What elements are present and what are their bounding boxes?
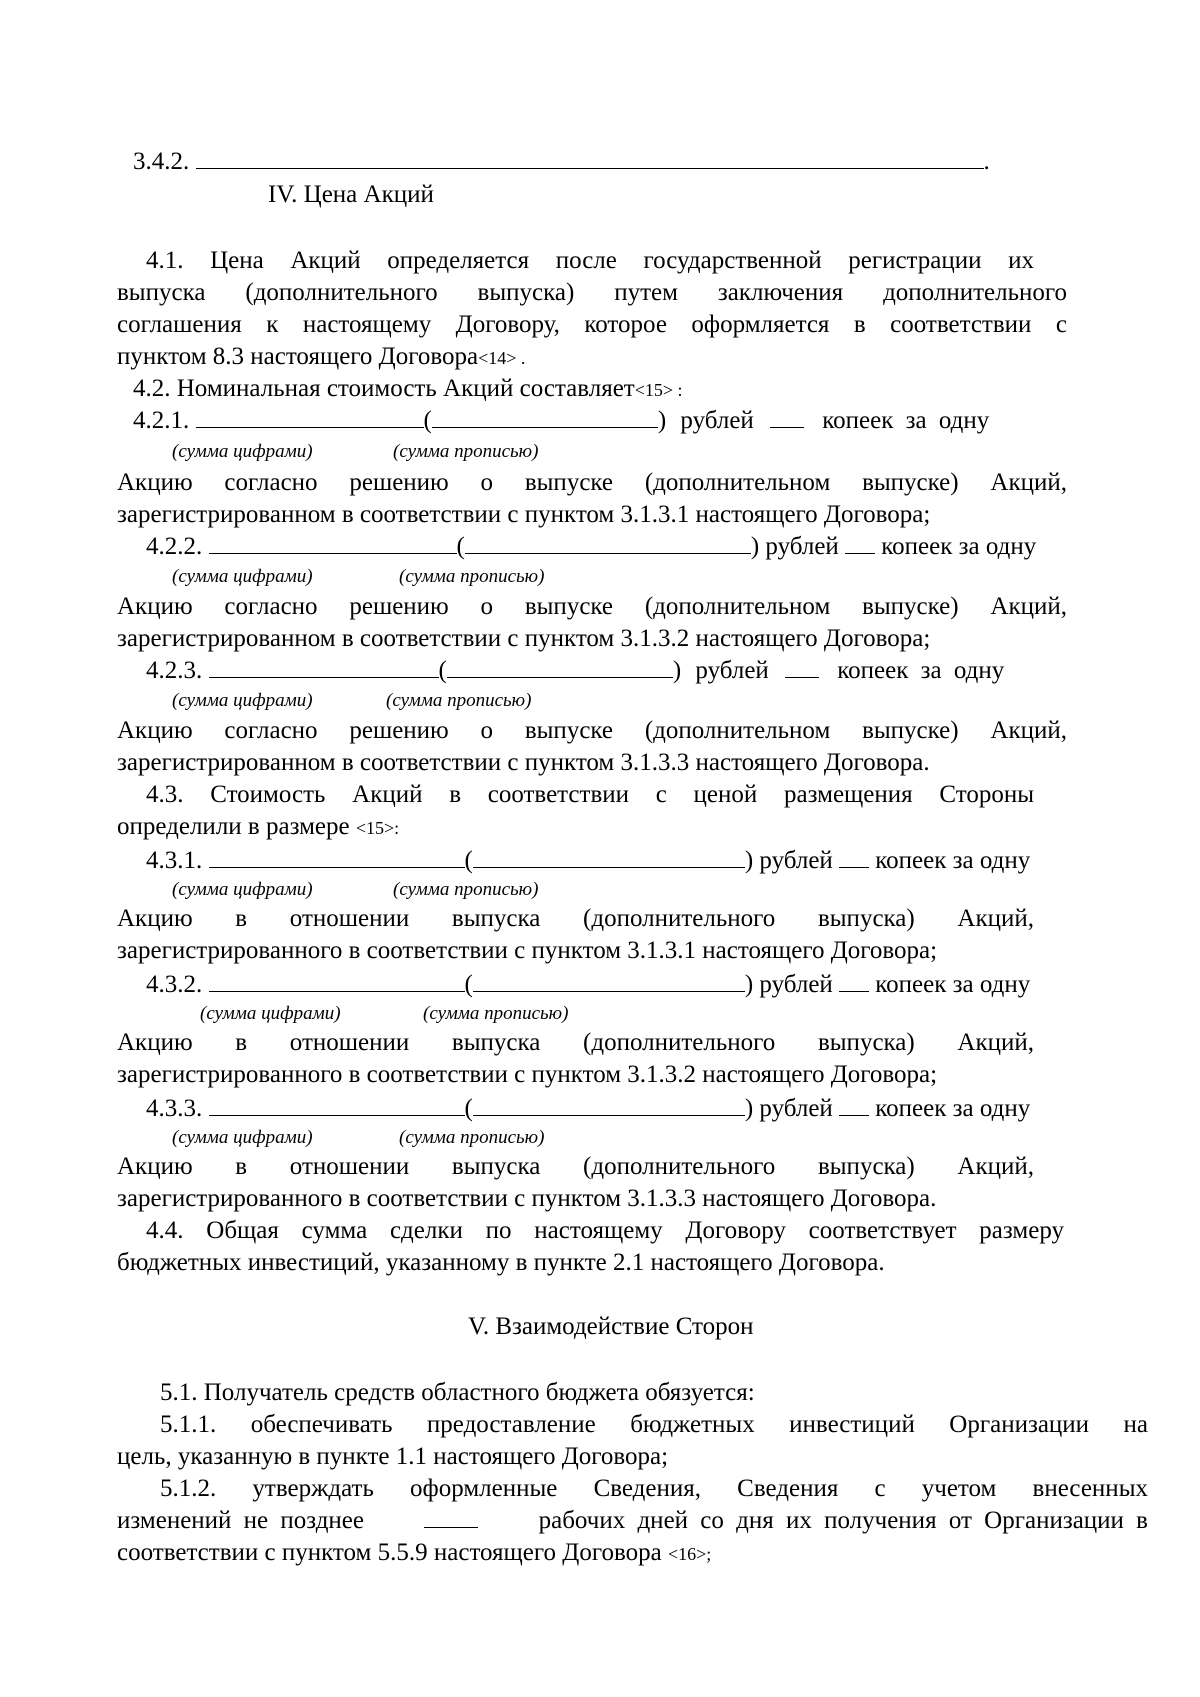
caption-digits: (сумма цифрами) bbox=[172, 441, 313, 462]
caption-words: (сумма прописью) bbox=[393, 879, 539, 900]
clause-5-1-2-text-b: рабочих дней со дня их получения от Организации в bbox=[538, 1507, 1148, 1534]
amount-words-blank bbox=[473, 845, 745, 868]
per-share-label: за одну bbox=[920, 657, 1005, 684]
clause-5-1: 5.1. Получатель средств областного бюджета обязуется: bbox=[160, 1379, 755, 1406]
kopecks-label: копеек bbox=[881, 533, 953, 560]
clause-4-2-3-line-1: Акцию согласно решению о выпуске (дополнительном выпуске) Акций, bbox=[117, 717, 1067, 744]
kopecks-blank bbox=[785, 655, 819, 678]
kopecks-blank bbox=[770, 405, 804, 428]
days-blank bbox=[424, 1505, 478, 1528]
clause-4-4-line-1: 4.4. Общая сумма сделки по настоящему Договору соответствует размеру bbox=[146, 1217, 1064, 1244]
clause-5-1-1-line-2: цель, указанную в пункте 1.1 настоящего Договора; bbox=[117, 1443, 669, 1470]
footnote-ref-16: <16>; bbox=[667, 1544, 712, 1564]
rubles-label: рублей bbox=[680, 407, 754, 434]
close-paren: ) bbox=[744, 971, 754, 998]
open-paren: ( bbox=[464, 847, 473, 874]
footnote-ref-15: <15> : bbox=[634, 380, 683, 400]
clause-4-2-text: 4.2. Номинальная стоимость Акций составляет bbox=[133, 375, 635, 402]
section-5-title: V. Взаимодействие Сторон bbox=[468, 1313, 754, 1340]
kopecks-label: копеек bbox=[875, 971, 947, 998]
amount-line-4-3-3 bbox=[146, 1093, 1030, 1124]
close-paren: ) bbox=[744, 847, 754, 874]
amount-digits-blank bbox=[209, 845, 465, 868]
clause-4-1-text: пунктом 8.3 настоящего Договора bbox=[117, 343, 479, 370]
caption-words: (сумма прописью) bbox=[386, 690, 532, 711]
caption-digits: (сумма цифрами) bbox=[172, 566, 313, 587]
per-share-label: за одну bbox=[958, 533, 1037, 560]
footnote-ref-15: <15>: bbox=[355, 818, 400, 838]
kopecks-label: копеек bbox=[837, 657, 909, 684]
open-paren: ( bbox=[456, 533, 465, 560]
amount-words-blank bbox=[473, 1093, 745, 1116]
amount-digits-blank bbox=[209, 1093, 465, 1116]
caption-words: (сумма прописью) bbox=[399, 566, 545, 587]
kopecks-blank bbox=[839, 1093, 869, 1116]
clause-4-1-line-4 bbox=[117, 341, 525, 374]
clause-5-1-2-line-2 bbox=[117, 1505, 1148, 1536]
clause-end: . bbox=[983, 148, 990, 175]
clause-4-3-3-line-1: Акцию в отношении выпуска (дополнительного выпуска) Акций, bbox=[117, 1153, 1034, 1180]
clause-4-2 bbox=[133, 373, 683, 406]
close-paren: ) bbox=[750, 533, 760, 560]
rubles-label: рублей bbox=[759, 847, 833, 874]
clause-4-2-2-line-1: Акцию согласно решению о выпуске (дополнительном выпуске) Акций, bbox=[117, 593, 1067, 620]
clause-5-1-2-text-c: соответствии с пунктом 5.5.9 настоящего Договора bbox=[117, 1539, 662, 1566]
amount-words-blank bbox=[465, 531, 751, 554]
section-4-title: IV. Цена Акций bbox=[268, 181, 434, 208]
amount-line-4-3-2 bbox=[146, 969, 1030, 1000]
clause-4-2-2-line-2: зарегистрированном в соответствии с пунктом 3.1.3.2 настоящего Договора; bbox=[117, 625, 931, 652]
kopecks-blank bbox=[845, 531, 875, 554]
amount-line-4-2-1 bbox=[133, 405, 989, 436]
caption-digits: (сумма цифрами) bbox=[172, 879, 313, 900]
caption-words: (сумма прописью) bbox=[399, 1127, 545, 1148]
close-paren: ) bbox=[672, 657, 682, 684]
amount-digits-blank bbox=[209, 655, 439, 678]
clause-number: 4.2.3. bbox=[146, 657, 203, 684]
clause-number: 4.3.1. bbox=[146, 847, 203, 874]
clause-4-1-line-1: 4.1. Цена Акций определяется после государственной регистрации их bbox=[146, 247, 1034, 274]
amount-words-blank bbox=[473, 969, 745, 992]
clause-4-3-1-line-2: зарегистрированного в соответствии с пунктом 3.1.3.1 настоящего Договора; bbox=[117, 937, 938, 964]
clause-4-3-3-line-2: зарегистрированного в соответствии с пунктом 3.1.3.3 настоящего Договора. bbox=[117, 1185, 937, 1212]
per-share-label: за одну bbox=[952, 971, 1031, 998]
clause-4-3-2-line-2: зарегистрированного в соответствии с пунктом 3.1.3.2 настоящего Договора; bbox=[117, 1061, 938, 1088]
caption-words: (сумма прописью) bbox=[393, 441, 539, 462]
kopecks-label: копеек bbox=[875, 847, 947, 874]
clause-number: 4.3.3. bbox=[146, 1095, 203, 1122]
open-paren: ( bbox=[464, 971, 473, 998]
clause-number: 3.4.2. bbox=[133, 148, 190, 175]
clause-4-4-line-2: бюджетных инвестиций, указанному в пункте 2.1 настоящего Договора. bbox=[117, 1249, 885, 1276]
amount-words-blank bbox=[447, 655, 673, 678]
clause-5-1-2-line-3 bbox=[117, 1537, 711, 1570]
rubles-label: рублей bbox=[765, 533, 839, 560]
per-share-label: за одну bbox=[952, 847, 1031, 874]
open-paren: ( bbox=[438, 657, 447, 684]
per-share-label: за одну bbox=[952, 1095, 1031, 1122]
rubles-label: рублей bbox=[695, 657, 769, 684]
close-paren: ) bbox=[657, 407, 667, 434]
clause-5-1-1-line-1: 5.1.1. обеспечивать предоставление бюджетных инвестиций Организации на bbox=[160, 1411, 1148, 1438]
kopecks-label: копеек bbox=[822, 407, 894, 434]
clause-4-2-1-line-1: Акцию согласно решению о выпуске (дополнительном выпуске) Акций, bbox=[117, 469, 1067, 496]
rubles-label: рублей bbox=[759, 971, 833, 998]
clause-4-3-line-2 bbox=[117, 811, 399, 844]
clause-3-4-2 bbox=[133, 146, 990, 177]
clause-number: 4.2.2. bbox=[146, 533, 203, 560]
clause-4-2-3-line-2: зарегистрированном в соответствии с пунктом 3.1.3.3 настоящего Договора. bbox=[117, 749, 930, 776]
amount-digits-blank bbox=[209, 531, 457, 554]
clause-4-3-2-line-1: Акцию в отношении выпуска (дополнительного выпуска) Акций, bbox=[117, 1029, 1034, 1056]
caption-digits: (сумма цифрами) bbox=[172, 1127, 313, 1148]
amount-words-blank bbox=[432, 405, 658, 428]
open-paren: ( bbox=[423, 407, 432, 434]
caption-digits: (сумма цифрами) bbox=[200, 1003, 341, 1024]
rubles-label: рублей bbox=[759, 1095, 833, 1122]
clause-4-2-1-line-2: зарегистрированном в соответствии с пунктом 3.1.3.1 настоящего Договора; bbox=[117, 501, 931, 528]
clause-4-1-line-3: соглашения к настоящему Договору, которое оформляется в соответствии с bbox=[117, 311, 1067, 338]
kopecks-blank bbox=[839, 969, 869, 992]
open-paren: ( bbox=[464, 1095, 473, 1122]
amount-digits-blank bbox=[196, 405, 424, 428]
clause-number: 4.2.1. bbox=[133, 407, 190, 434]
clause-4-3-1-line-1: Акцию в отношении выпуска (дополнительного выпуска) Акций, bbox=[117, 905, 1034, 932]
caption-words: (сумма прописью) bbox=[423, 1003, 569, 1024]
amount-digits-blank bbox=[209, 969, 465, 992]
footnote-ref-14: <14> . bbox=[478, 348, 526, 368]
clause-4-3-text: определили в размере bbox=[117, 813, 350, 840]
amount-line-4-3-1 bbox=[146, 845, 1030, 876]
clause-5-1-2-line-1: 5.1.2. утверждать оформленные Сведения, Сведения с учетом внесенных bbox=[160, 1475, 1148, 1502]
caption-digits: (сумма цифрами) bbox=[172, 690, 313, 711]
close-paren: ) bbox=[744, 1095, 754, 1122]
clause-4-3-line-1: 4.3. Стоимость Акций в соответствии с ценой размещения Стороны bbox=[146, 781, 1034, 808]
per-share-label: за одну bbox=[905, 407, 990, 434]
kopecks-label: копеек bbox=[875, 1095, 947, 1122]
clause-number: 4.3.2. bbox=[146, 971, 203, 998]
clause-4-1-line-2: выпуска (дополнительного выпуска) путем заключения дополнительного bbox=[117, 279, 1067, 306]
amount-line-4-2-3 bbox=[146, 655, 1004, 686]
clause-5-1-2-text-a: изменений не позднее bbox=[117, 1507, 364, 1534]
kopecks-blank bbox=[839, 845, 869, 868]
amount-line-4-2-2 bbox=[146, 531, 1036, 562]
fill-in-blank bbox=[196, 146, 984, 169]
